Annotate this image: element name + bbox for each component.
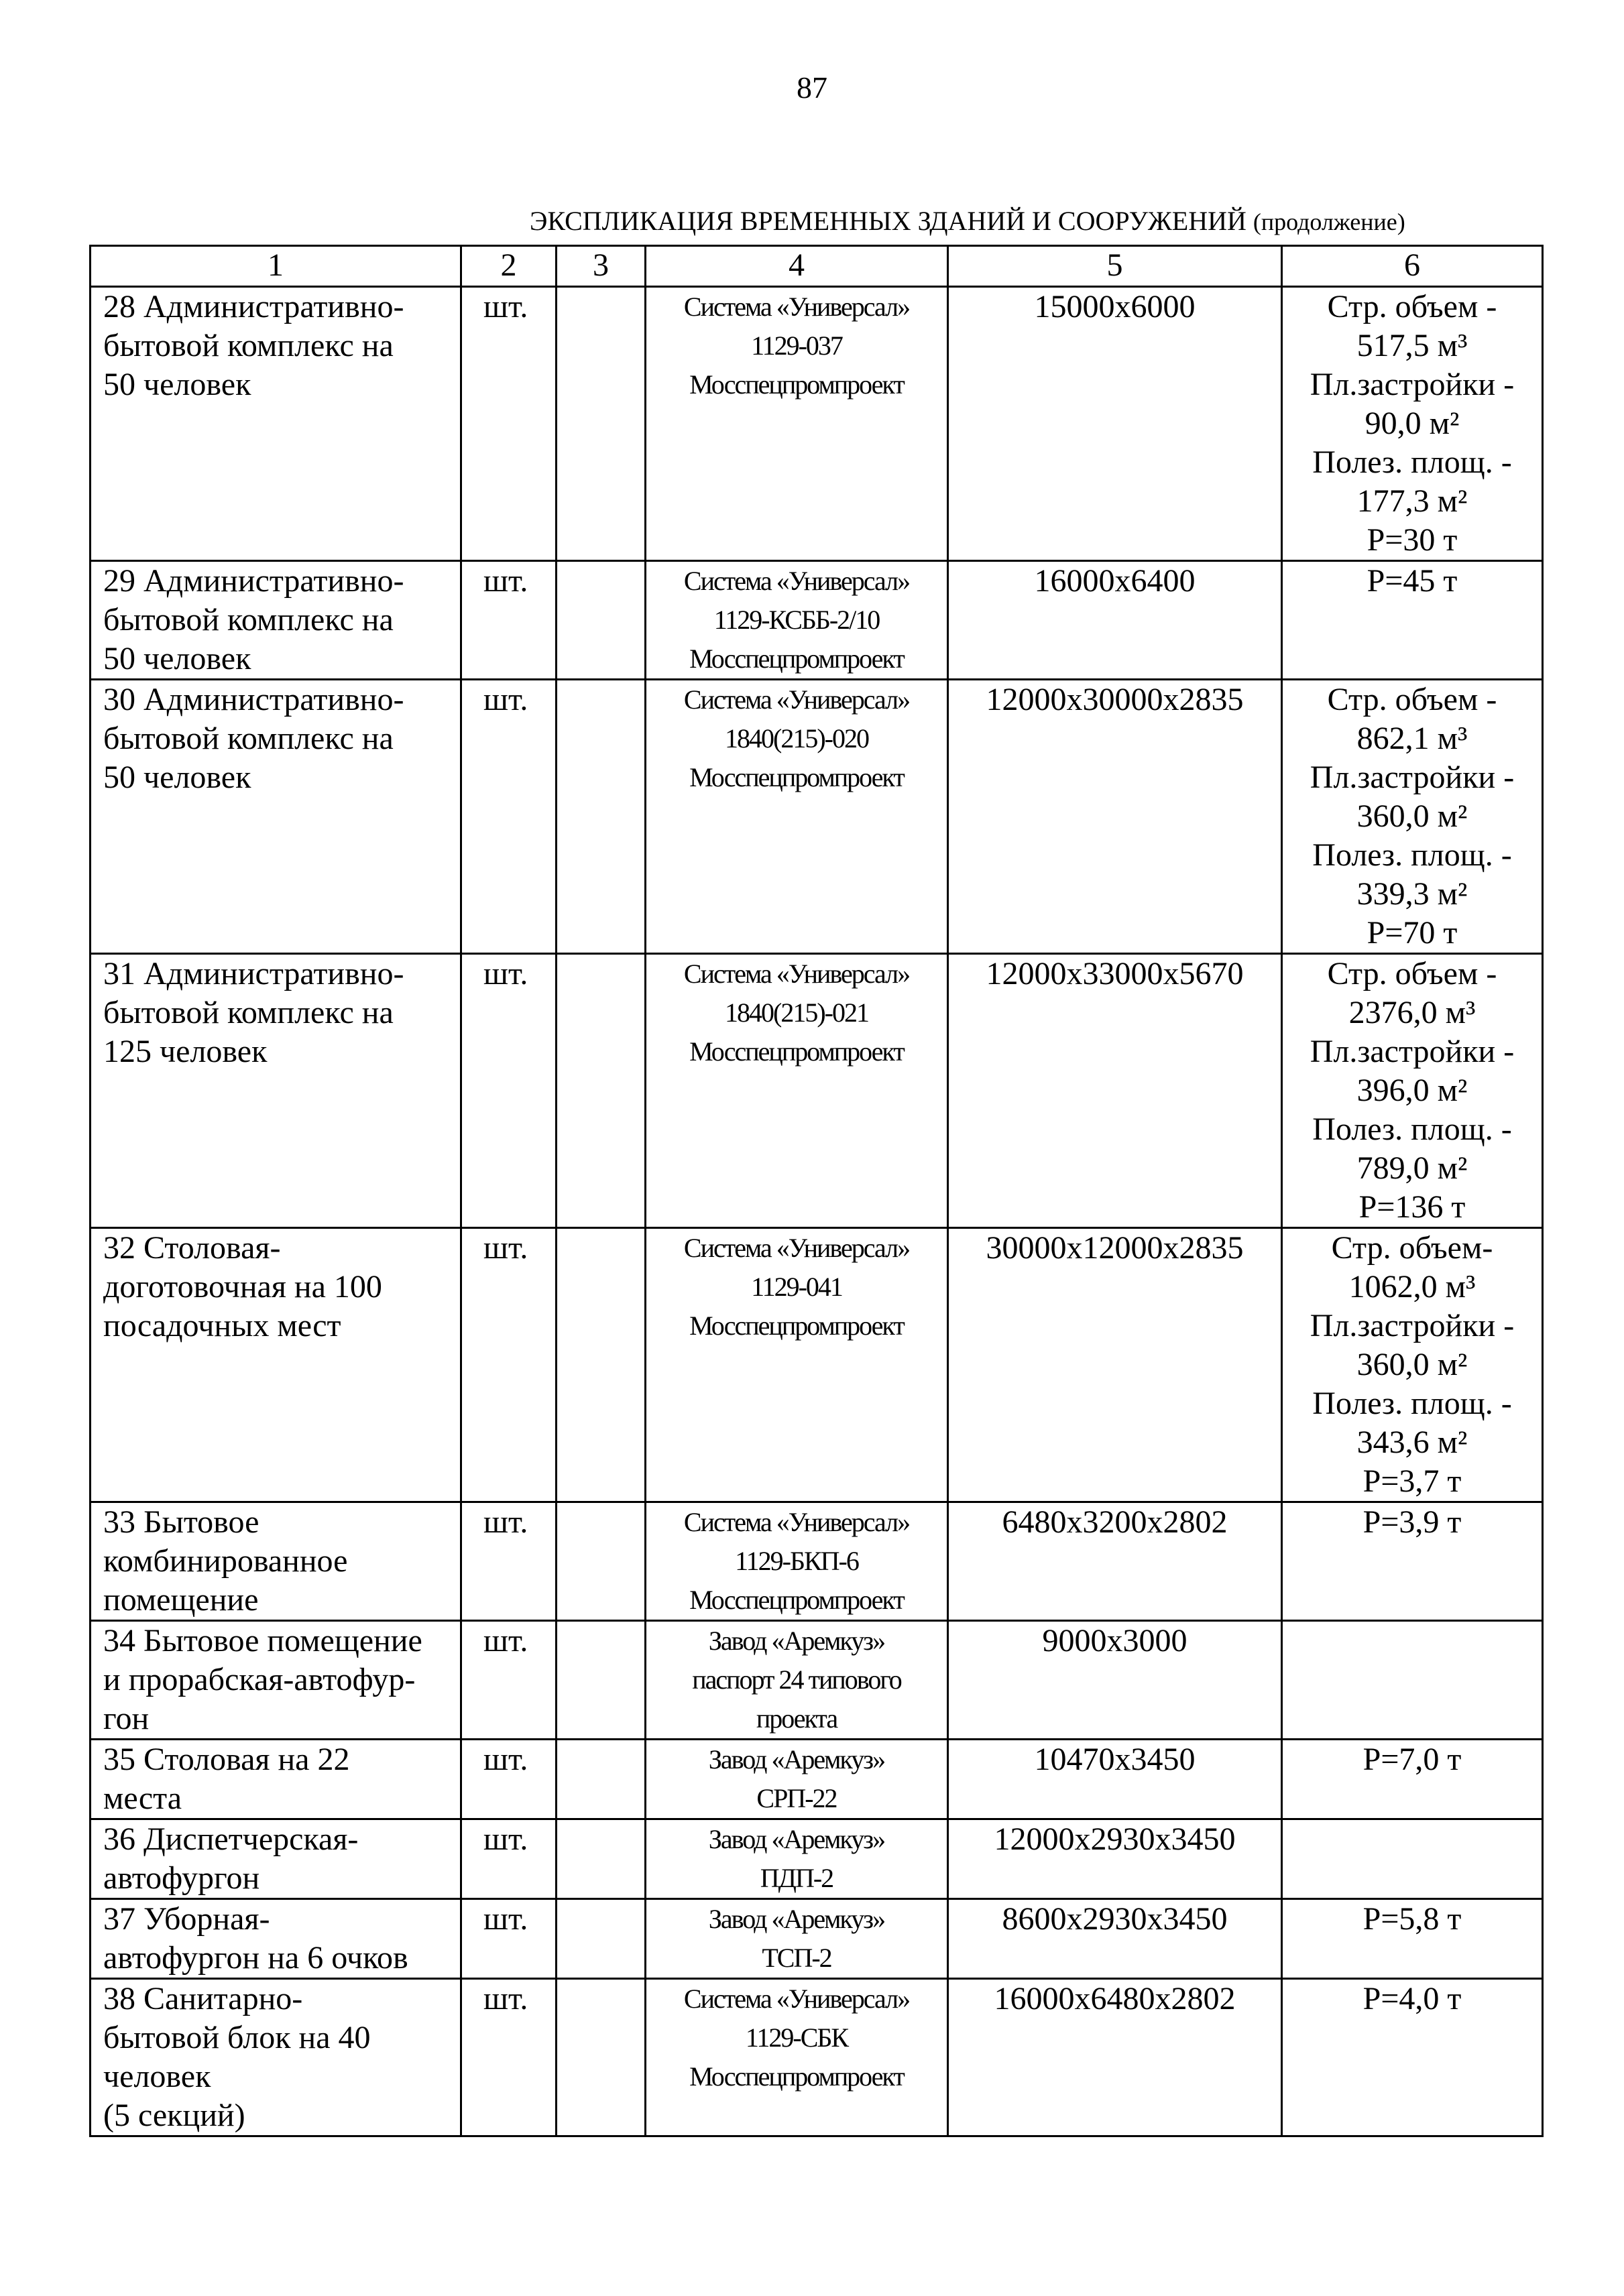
row-unit-cell-text: шт. [483,1981,528,2016]
row-params-cell-text: Стр. объем - 517,5 м³ Пл.застройки - 90,0 м² Полез. площ. - 177,3 м² P=30 т [1310,289,1515,558]
header-cell-1: 1 [91,246,461,287]
row-dimensions-cell-text: 9000x3000 [1042,1623,1187,1658]
row-dimensions-cell [948,1502,1282,1621]
table-row [91,1979,1543,2136]
caption-suffix: (продолжение) [1253,208,1405,235]
row-source-cell [646,1502,948,1621]
row-dimensions-cell [948,1228,1282,1502]
table-row [91,1502,1543,1621]
row-source-cell-text: Система «Универсал» 1129-041 Мосспецпромпроект [683,1233,910,1341]
row-name-cell-text: 34 Бытовое помещение и прорабская-автофур- гон [103,1623,422,1736]
row-source-cell-text: Система «Универсал» 1129-СБК Мосспецпромпроект [683,1984,910,2092]
row-dimensions-cell [948,1740,1282,1819]
row-qty-cell [557,680,646,954]
row-params-cell [1282,1819,1543,1899]
row-dimensions-cell [948,1819,1282,1899]
row-qty-cell [557,1740,646,1819]
row-source-cell-text: Система «Универсал» 1129-БКП-6 Мосспецпромпроект [683,1507,910,1615]
row-unit-cell [461,1621,557,1740]
table-row [91,1899,1543,1979]
row-dimensions-cell [948,1979,1282,2136]
row-unit-cell [461,1979,557,2136]
row-unit-cell-text: шт. [483,1821,528,1857]
row-params-cell-text: P=7,0 т [1362,1742,1462,1777]
row-dimensions-cell [948,1899,1282,1979]
row-unit-cell-text: шт. [483,563,528,599]
row-name-cell-text: 38 Санитарно- бытовой блок на 40 человек (5 секций) [103,1981,371,2133]
row-dimensions-cell-text: 12000x30000x2835 [986,682,1244,717]
row-name-cell [91,287,461,561]
row-qty-cell [557,954,646,1228]
page-number: 87 [797,70,827,105]
row-source-cell [646,1979,948,2136]
row-params-cell [1282,1621,1543,1740]
row-name-cell [91,1819,461,1899]
row-unit-cell-text: шт. [483,289,528,324]
row-params-cell [1282,1740,1543,1819]
row-params-cell [1282,1228,1543,1502]
row-dimensions-cell-text: 10470x3450 [1034,1742,1196,1777]
row-dimensions-cell-text: 15000x6000 [1034,289,1196,324]
row-name-cell [91,1740,461,1819]
table-body [91,246,1543,2136]
header-cell-2: 2 [461,246,557,287]
header-cell-3: 3 [557,246,646,287]
row-name-cell-text: 36 Диспетчерская- автофургон [103,1821,359,1896]
row-qty-cell [557,1899,646,1979]
table-row [91,954,1543,1228]
row-dimensions-cell-text: 30000x12000x2835 [986,1230,1244,1266]
row-params-cell [1282,287,1543,561]
row-name-cell-text: 31 Административно- бытовой комплекс на 125 человек [103,956,404,1069]
row-unit-cell [461,1228,557,1502]
row-source-cell-text: Завод «Аремкуз» ТСП-2 [708,1904,885,1973]
row-source-cell-text: Система «Универсал» 1840(215)-021 Мосспецпромпроект [683,959,910,1067]
caption-title: ЭКСПЛИКАЦИЯ ВРЕМЕННЫХ ЗДАНИЙ И СООРУЖЕНИЙ [530,206,1246,236]
row-source-cell-text: Завод «Аремкуз» СРП-22 [708,1744,885,1813]
row-source-cell [646,1740,948,1819]
row-unit-cell [461,680,557,954]
row-source-cell-text: Завод «Аремкуз» паспорт 24 типового проекта [692,1626,901,1734]
row-params-cell-text: P=5,8 т [1362,1901,1462,1937]
table-row [91,1228,1543,1502]
row-params-cell [1282,1899,1543,1979]
row-params-cell-text: P=3,9 т [1362,1504,1462,1540]
explication-table [89,245,1544,2137]
table-row [91,1819,1543,1899]
row-name-cell-text: 32 Столовая- доготовочная на 100 посадочных мест [103,1230,382,1343]
table-caption [530,208,1405,235]
row-name-cell [91,1899,461,1979]
row-dimensions-cell [948,954,1282,1228]
row-qty-cell [557,1621,646,1740]
table-row [91,1621,1543,1740]
row-qty-cell [557,1819,646,1899]
row-unit-cell [461,287,557,561]
row-source-cell-text: Система «Универсал» 1129-037 Мосспецпромпроект [683,292,910,400]
row-unit-cell-text: шт. [483,1504,528,1540]
table-row [91,287,1543,561]
row-params-cell-text: P=4,0 т [1362,1981,1462,2016]
row-unit-cell-text: шт. [483,956,528,991]
row-unit-cell [461,1740,557,1819]
row-dimensions-cell [948,1621,1282,1740]
row-source-cell [646,1621,948,1740]
row-unit-cell-text: шт. [483,1901,528,1937]
row-name-cell [91,1621,461,1740]
row-params-cell [1282,1502,1543,1621]
row-dimensions-cell [948,680,1282,954]
row-qty-cell [557,1502,646,1621]
row-name-cell-text: 29 Административно- бытовой комплекс на 50 человек [103,563,404,676]
row-dimensions-cell [948,561,1282,680]
row-source-cell-text: Система «Универсал» 1840(215)-020 Мосспецпромпроект [683,684,910,792]
row-qty-cell [557,561,646,680]
row-dimensions-cell [948,287,1282,561]
row-qty-cell [557,287,646,561]
row-unit-cell [461,1899,557,1979]
row-params-cell [1282,561,1543,680]
row-source-cell [646,1819,948,1899]
header-cell-6: 6 [1282,246,1543,287]
row-params-cell [1282,1979,1543,2136]
row-source-cell [646,954,948,1228]
row-unit-cell [461,954,557,1228]
row-name-cell-text: 35 Столовая на 22 места [103,1742,350,1816]
row-name-cell [91,680,461,954]
row-name-cell-text: 33 Бытовое комбинированное помещение [103,1504,348,1618]
row-qty-cell [557,1979,646,2136]
row-source-cell [646,1228,948,1502]
row-source-cell [646,287,948,561]
row-dimensions-cell-text: 8600x2930x3450 [1002,1901,1228,1937]
row-params-cell-text: Стр. объем- 1062,0 м³ Пл.застройки - 360,0 м² Полез. площ. - 343,6 м² P=3,7 т [1310,1230,1515,1499]
header-cell-4: 4 [646,246,948,287]
row-unit-cell-text: шт. [483,1230,528,1266]
row-unit-cell-text: шт. [483,1623,528,1658]
row-unit-cell-text: шт. [483,682,528,717]
header-row [91,246,1543,287]
table-row [91,1740,1543,1819]
row-name-cell [91,1502,461,1621]
row-dimensions-cell-text: 16000x6480x2802 [994,1981,1236,2016]
row-source-cell [646,680,948,954]
row-dimensions-cell-text: 12000x2930x3450 [994,1821,1236,1857]
row-params-cell-text: Стр. объем - 862,1 м³ Пл.застройки - 360,0 м² Полез. площ. - 339,3 м² P=70 т [1310,682,1515,951]
row-dimensions-cell-text: 16000x6400 [1034,563,1196,599]
row-source-cell [646,561,948,680]
header-cell-5: 5 [948,246,1282,287]
row-params-cell [1282,954,1543,1228]
table-row [91,561,1543,680]
row-unit-cell [461,1819,557,1899]
row-dimensions-cell-text: 6480x3200x2802 [1002,1504,1228,1540]
row-name-cell [91,1979,461,2136]
row-params-cell [1282,680,1543,954]
row-qty-cell [557,1228,646,1502]
row-name-cell [91,1228,461,1502]
row-params-cell-text: P=45 т [1367,563,1458,599]
row-source-cell [646,1899,948,1979]
row-unit-cell [461,561,557,680]
row-source-cell-text: Завод «Аремкуз» ПДП-2 [708,1824,885,1893]
table-row [91,680,1543,954]
row-dimensions-cell-text: 12000x33000x5670 [986,956,1244,991]
row-unit-cell-text: шт. [483,1742,528,1777]
row-name-cell-text: 28 Административно- бытовой комплекс на 50 человек [103,289,404,402]
row-name-cell [91,561,461,680]
row-params-cell-text: Стр. объем - 2376,0 м³ Пл.застройки - 396,0 м² Полез. площ. - 789,0 м² P=136 т [1310,956,1515,1225]
row-name-cell-text: 30 Административно- бытовой комплекс на 50 человек [103,682,404,795]
row-name-cell [91,954,461,1228]
row-name-cell-text: 37 Уборная- автофургон на 6 очков [103,1901,408,1976]
row-unit-cell [461,1502,557,1621]
row-source-cell-text: Система «Универсал» 1129-КСББ-2/10 Мосспецпромпроект [683,566,910,674]
